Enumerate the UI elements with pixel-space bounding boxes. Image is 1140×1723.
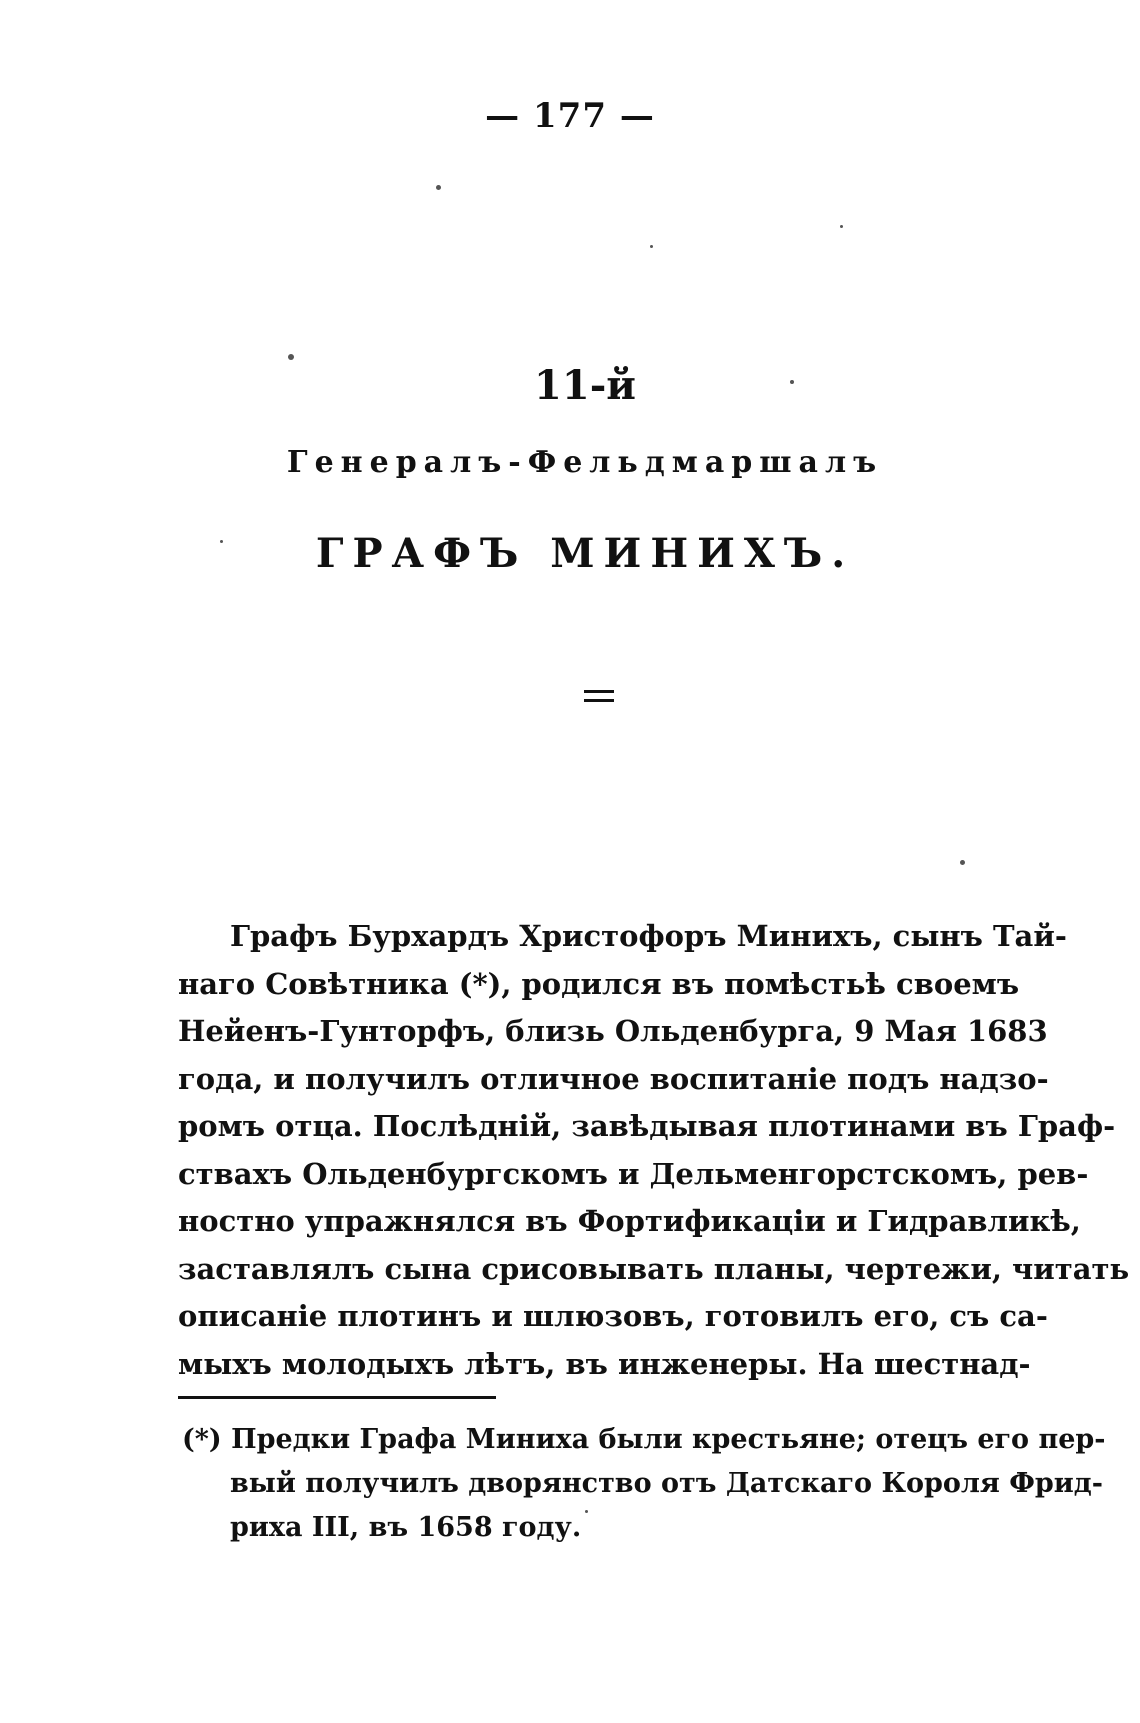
scan-speck [960, 860, 965, 865]
body-line: Нейенъ-Гунторфъ, близь Ольденбурга, 9 Мая 1683 [178, 1014, 1048, 1048]
chapter-number: 11-й [534, 362, 636, 409]
body-line: года, и получилъ отличное воспитаніе подъ надзо- [178, 1061, 1049, 1096]
scan-speck [220, 540, 223, 543]
chapter-title: ГРАФЪ МИНИХЪ. [315, 530, 855, 577]
footnote-divider [178, 1396, 496, 1399]
body-line: мыхъ молодыхъ лѣтъ, въ инженеры. На шестнад- [178, 1346, 1031, 1381]
body-line: Графъ Бурхардъ Христофоръ Минихъ, сынъ Тай- [230, 919, 1067, 953]
scan-speck [650, 245, 653, 248]
body-line: ностно упражнялся въ Фортификаціи и Гидравликѣ, [178, 1204, 1081, 1238]
footnote-line: вый получилъ дворянство отъ Датскаго Короля Фрид- [230, 1468, 1104, 1499]
body-line: заставлялъ сына срисовывать планы, чертежи, читать [178, 1251, 1130, 1286]
body-line: описаніе плотинъ и шлюзовъ, готовилъ его, съ са- [178, 1299, 1048, 1333]
footnote-line: риха III, въ 1658 году. [230, 1512, 582, 1543]
body-line: ромъ отца. Послѣдній, завѣдывая плотинами въ Граф- [178, 1109, 1116, 1143]
footnote-line: (*) Предки Графа Миниха были крестьяне; отецъ его пер- [182, 1424, 1106, 1455]
scan-speck [585, 1510, 588, 1513]
scan-speck [288, 354, 294, 360]
body-line: ствахъ Ольденбургскомъ и Дельменгорстскомъ, рев- [178, 1156, 1089, 1191]
footnote [182, 1418, 1106, 1550]
page-number: — 177 — [485, 96, 655, 136]
scan-speck [436, 185, 441, 190]
scan-speck [790, 380, 794, 384]
body-paragraph [178, 913, 1130, 1388]
scan-speck [840, 225, 843, 228]
rank-title: Генералъ-Фельдмаршалъ [286, 445, 884, 480]
double-rule-ornament [584, 690, 614, 702]
body-line: наго Совѣтника (*), родился въ помѣстьѣ своемъ [178, 966, 1020, 1001]
